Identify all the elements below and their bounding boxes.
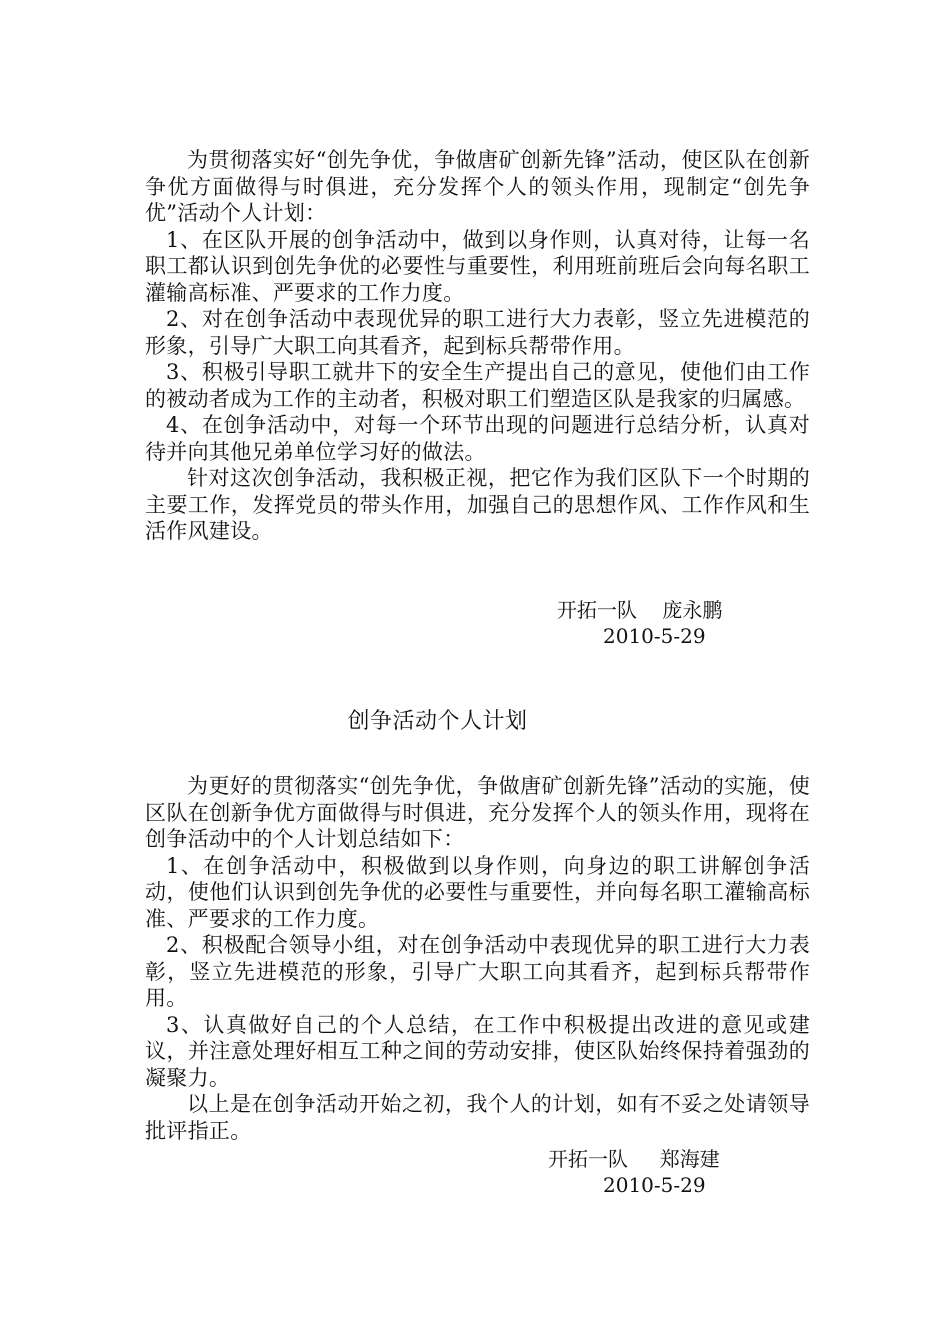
section-title: 创争活动个人计划	[347, 709, 528, 734]
closing-paragraph: 针对这次创争活动，我积极正视，把它作为我们区队下一个时期的主要工作，发挥党员的带头作用，加强自己的思想作风、工作作风和生活作风建设。	[145, 466, 810, 543]
plan-item-1: 1、在创争活动中，积极做到以身作则，向身边的职工讲解创争活动，使他们认识到创先争优的必要性与重要性，并向每名职工灌输高标准、严要求的工作力度。	[145, 853, 810, 931]
intro-paragraph: 为更好的贯彻落实“创先争优，争做唐矿创新先锋”活动的实施，使区队在创新争优方面做得与时俱进，充分发挥个人的领头作用，现将在创争活动中的个人计划总结如下：	[145, 774, 810, 851]
plan-section-2	[145, 773, 810, 1144]
plan-item-3: 3、认真做好自己的个人总结，在工作中积极提出改进的意见或建议，并注意处理好相互工种之间的劳动安排，使区队始终保持着强劲的凝聚力。	[145, 1012, 810, 1090]
plan-item-3: 3、积极引导职工就井下的安全生产提出自己的意见，使他们由工作的被动者成为工作的主动者，积极对职工们塑造区队是我家的归属感。	[145, 360, 810, 411]
intro-paragraph: 为贯彻落实好“创先争优，争做唐矿创新先锋”活动，使区队在创新争优方面做得与时俱进，充分发挥个人的领头作用，现制定“创先争优”活动个人计划：	[145, 148, 810, 225]
closing-paragraph: 以上是在创争活动开始之初，我个人的计划，如有不妥之处请领导批评指正。	[145, 1092, 810, 1143]
plan-item-2: 2、对在创争活动中表现优异的职工进行大力表彰，竖立先进模范的形象，引导广大职工向其看齐，起到标兵帮带作用。	[145, 307, 810, 358]
signature-1: 开拓一队 庞永鹏	[557, 598, 723, 622]
plan-item-1: 1、在区队开展的创争活动中，做到以身作则，认真对待，让每一名职工都认识到创先争优的必要性与重要性，利用班前班后会向每名职工灌输高标准、严要求的工作力度。	[145, 227, 810, 305]
signature-date-2: 2010-5-29	[603, 1173, 706, 1197]
signature-2: 开拓一队 郑海建	[548, 1147, 720, 1171]
plan-item-2: 2、积极配合领导小组，对在创争活动中表现优异的职工进行大力表彰，竖立先进模范的形象，引导广大职工向其看齐，起到标兵帮带作用。	[145, 933, 810, 1010]
plan-section-1	[145, 147, 810, 545]
signature-date-1: 2010-5-29	[603, 624, 706, 648]
plan-item-4: 4、在创争活动中，对每一个环节出现的问题进行总结分析，认真对待并向其他兄弟单位学习好的做法。	[145, 413, 810, 464]
